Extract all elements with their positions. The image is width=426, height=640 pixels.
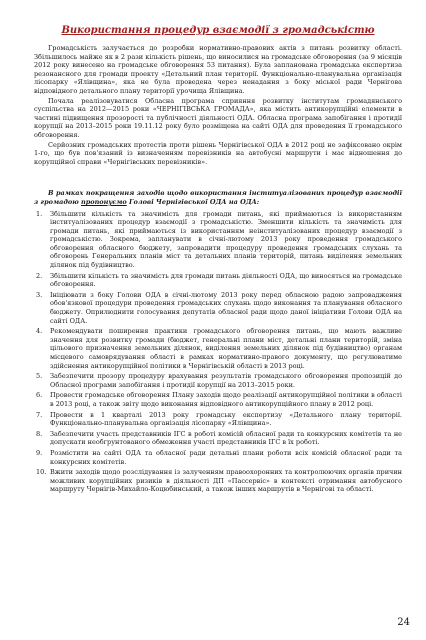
spacer <box>34 167 402 189</box>
paragraph-1: Громадськість залучається до розробки нормативно-правових актів з питань розвитку області. Збільшилось майже як в 2 рази кількість рішень, що виносилися на громадське обговорення (за 9 місяців 2012 року винесено на громадське обговорення 53 питання). Була запланована громадська експертиза резонансного для громади проекту «Детальний план території. Функціонально-планувальна організація лісопарку «Ялівщина», яка не була проведена через ненадання з боку міської ради Чернігова відповідного детального плану території урочища Ялівщина. <box>34 44 402 95</box>
item-text: Провести громадське обговорення Плану заходів щодо реалізації антикорупційної політики в області в 2013 році, а також звіту щодо виконання відповідного антикорупційного плану в 2012 році. <box>50 391 402 408</box>
item-number: 7. <box>36 410 43 419</box>
list-item <box>34 468 402 494</box>
paragraph-3: Серйозних громадських протестів проти рішень Чернігівської ОДА в 2012 році не зафіксовано окрім 1-го, що був пов'язаний із визначенням перевізників на автобусні маршрути і має відношення до корупційної справи «Чернігівських перевізників». <box>34 140 402 166</box>
item-text: Забезпечити участь представників ІГС в роботі комісій обласної ради та конкурсних комітетів та не допускати необгрунтованого обмеження участі представників ІГС в їх роботі. <box>50 429 402 447</box>
item-number: 6. <box>36 391 43 400</box>
list-item <box>34 430 402 447</box>
list-item <box>34 272 402 289</box>
list-item <box>34 327 402 370</box>
item-number: 3. <box>36 290 43 299</box>
item-number: 10. <box>36 468 47 477</box>
item-text: Рекомендувати поширення практики громадського обговорення питань, що мають важливе значення для розвитку громади (бюджет, генеральні плани міст, детальні плани територій, зміна цільового призначення земельних ділянок, виділення земельних ділянок під будівництво) органам місцевого самоврядування області в рамках нормативно-правого документу, що регулюватиме здійснення антикорупційної політики в Чернігівській області в 2013 році. <box>50 327 402 370</box>
item-text: Вжити заходів щодо розслідування із залученням правоохоронних та контролюючих органів причин можливих корупційних ризиків в діяльності ДП «Пассервіс» в контексті отримання автобусного маршруту Чернігів-Михайло-Коцюбинський, а також інших маршрутів в Чернігові та області. <box>50 468 402 494</box>
intro-prefix: В рамках покращення заходів щодо використання інституалізованих процедур взаємодії з громадою <box>34 189 402 206</box>
list-item <box>34 449 402 466</box>
intro-suffix: Голові Чернігівської ОДА на ОДА: <box>126 197 260 206</box>
recommendations-intro <box>34 189 402 206</box>
item-text: Розмістити на сайті ОДА та обласної ради детальні плани роботи всіх комісій обласної ради та конкурсних комітетів. <box>50 448 402 466</box>
intro-underlined: пропонуємо <box>80 197 127 206</box>
item-text: Провести в 1 кварталі 2013 року громадську експертизу «Детального плану території. Функціонально-планувальна організація лісопарку «Ялівщина». <box>50 410 402 428</box>
list-item <box>34 210 402 270</box>
item-number: 1. <box>36 209 43 218</box>
list-item <box>34 291 402 325</box>
list-item <box>34 372 402 389</box>
page-number: 24 <box>397 617 410 628</box>
item-text: Ініціювати з боку Голови ОДА в січні-лютому 2013 року перед обласною радою запровадження обов'язкової процедури проведення громадських слухань щодо виконання та планування обласного бюджету. Оприлюднити голосування депутатів обласної ради щодо даної ініціативи Голови ОДА на сайті ОДА. <box>50 290 402 325</box>
item-text: Збільшити кількість та значимість для громади питань діяльності ОДА, що виносяться на громадське обговорення. <box>50 271 402 289</box>
paragraph-2: Почала реалізовуватися Обласна програма сприяння розвитку інститутам громадянського суспільства на 2012—2015 роки «ЧЕРНІГІВСЬКА ГРОМАДА», яка містить антикорупційні елементи в частині підвищення прозорості та публічності діяльності ОДА. Обласна програма запобігання і протидії корупції на 2013–2015 роки 19.11.12 року було розміщена на сайті ОДА для проведення її громадського обговорення. <box>34 96 402 139</box>
item-text: Забезпечити прозору процедуру врахування результатів громадського обговорення пропозицій до Обласної програми запобігання і протидії корупції на 2013–2015 роки. <box>50 372 402 389</box>
item-number: 5. <box>36 372 43 381</box>
item-number: 8. <box>36 429 43 438</box>
item-number: 2. <box>36 271 43 280</box>
item-number: 4. <box>36 327 43 336</box>
list-item <box>34 411 402 428</box>
item-number: 9. <box>36 448 43 457</box>
list-item <box>34 391 402 408</box>
section-title: Використання процедур взаємодії з громадськістю <box>61 25 375 36</box>
recommendations-list <box>34 210 402 494</box>
item-text: Збільшити кількість та значимість для громади питань, які приймаються із використанням інституалізованих процедур взаємодії з громадськістю. Зменшити кількість та значимість для громади питань, які приймаються із використанням неінституалізованих процедур взаємодії з громадськістю. Зокрема, запланувати в січні-лютому 2013 року проведення громадського обговорення обласного бюджету, запровадити процедуру проведення громадських слухань та обговорень Генеральних планів міст та детальних планів територій, питань виділення земельних ділянок під будівництво. <box>50 209 402 270</box>
